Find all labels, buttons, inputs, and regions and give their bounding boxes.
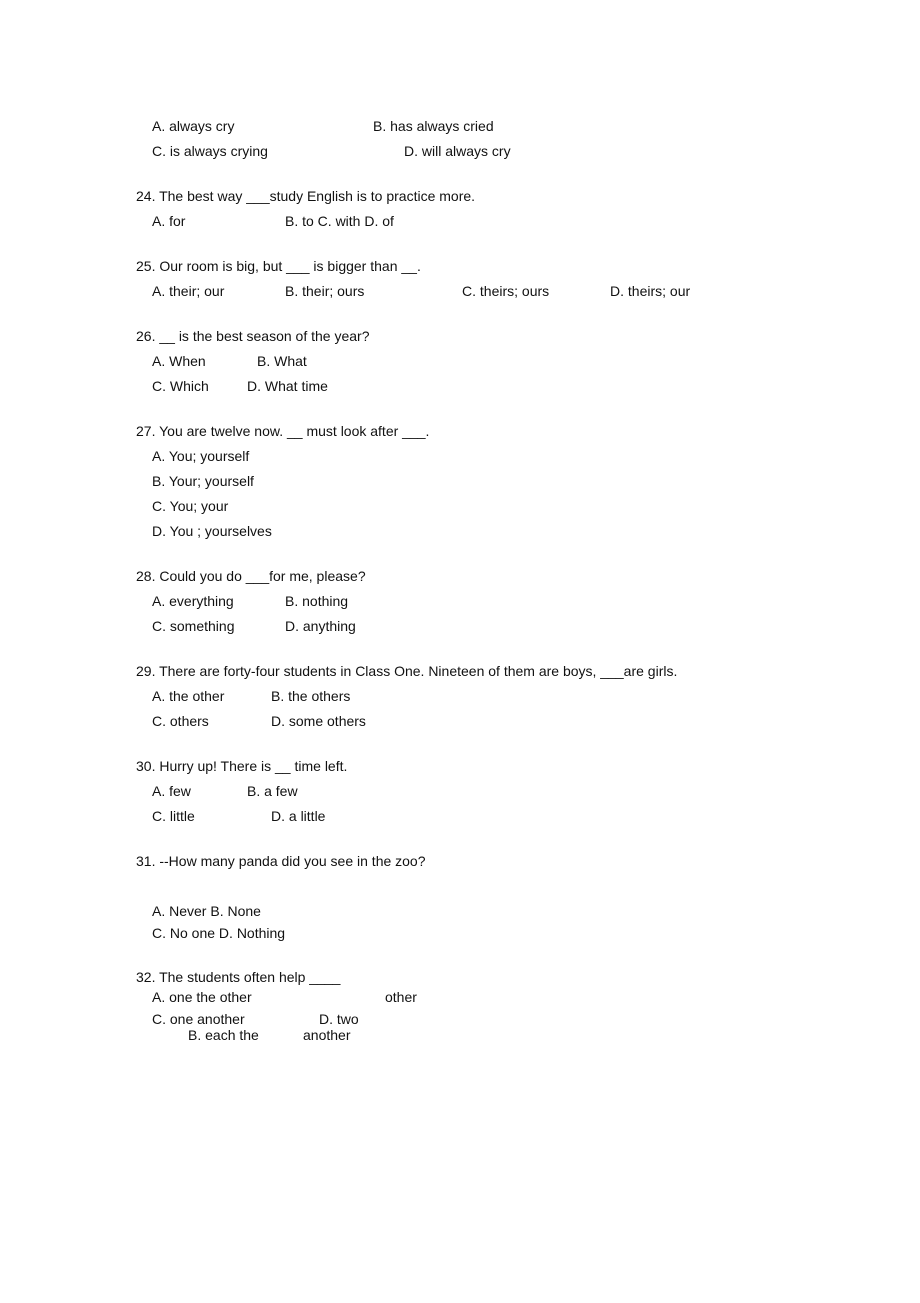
- q25-option-a: A. their; our: [152, 283, 225, 299]
- q23-option-d: D. will always cry: [404, 143, 511, 159]
- q28-option-a: A. everything: [152, 593, 234, 609]
- q32-option-c: C. one another: [152, 1011, 245, 1027]
- q32-option-b: B. each the: [188, 1027, 259, 1043]
- q26-option-a: A. When: [152, 353, 206, 369]
- q31-options-ab: A. Never B. None: [152, 903, 261, 919]
- q23-option-c: C. is always crying: [152, 143, 268, 159]
- q29-stem: 29. There are forty-four students in Class One. Nineteen of them are boys, ___are girls.: [136, 663, 678, 679]
- q32-option-fragment-another: another: [303, 1027, 351, 1043]
- q26-stem: 26. __ is the best season of the year?: [136, 328, 370, 344]
- q27-option-b: B. Your; yourself: [152, 473, 254, 489]
- q26-option-b: B. What: [257, 353, 307, 369]
- q29-option-b: B. the others: [271, 688, 351, 704]
- q32-stem: 32. The students often help ____: [136, 969, 341, 985]
- q29-option-d: D. some others: [271, 713, 366, 729]
- q28-stem: 28. Could you do ___for me, please?: [136, 568, 366, 584]
- q26-option-d: D. What time: [247, 378, 328, 394]
- q28-option-c: C. something: [152, 618, 235, 634]
- q25-option-b: B. their; ours: [285, 283, 365, 299]
- q26-option-c: C. Which: [152, 378, 209, 394]
- q30-option-d: D. a little: [271, 808, 326, 824]
- q30-stem: 30. Hurry up! There is __ time left.: [136, 758, 348, 774]
- q27-option-d: D. You ; yourselves: [152, 523, 272, 539]
- q23-option-b: B. has always cried: [373, 118, 494, 134]
- q31-options-cd: C. No one D. Nothing: [152, 925, 286, 941]
- q27-option-a: A. You; yourself: [152, 448, 250, 464]
- q30-option-a: A. few: [152, 783, 191, 799]
- q28-option-d: D. anything: [285, 618, 356, 634]
- q27-stem: 27. You are twelve now. __ must look after ___.: [136, 423, 430, 439]
- q28-option-b: B. nothing: [285, 593, 349, 609]
- q27-option-c: C. You; your: [152, 498, 229, 514]
- q31-stem: 31. --How many panda did you see in the zoo?: [136, 853, 426, 869]
- q25-option-d: D. theirs; our: [610, 283, 691, 299]
- q23-option-a: A. always cry: [152, 118, 235, 134]
- q32-option-fragment-other: other: [385, 989, 417, 1005]
- q30-option-b: B. a few: [247, 783, 298, 799]
- q32-option-a: A. one the other: [152, 989, 252, 1005]
- q24-stem: 24. The best way ___study English is to practice more.: [136, 188, 476, 204]
- q25-stem: 25. Our room is big, but ___ is bigger than __.: [136, 258, 421, 274]
- q32-option-d: D. two: [319, 1011, 359, 1027]
- q24-option-a: A. for: [152, 213, 186, 229]
- q29-option-a: A. the other: [152, 688, 225, 704]
- q25-option-c: C. theirs; ours: [462, 283, 550, 299]
- q24-options-bcd: B. to C. with D. of: [285, 213, 394, 229]
- q30-option-c: C. little: [152, 808, 195, 824]
- q29-option-c: C. others: [152, 713, 209, 729]
